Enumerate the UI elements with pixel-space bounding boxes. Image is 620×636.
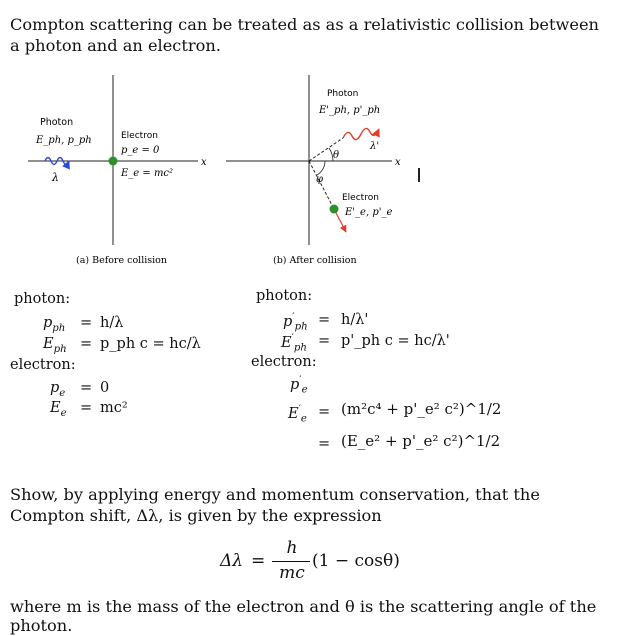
before-e-e-lhs: $E_e$ (50, 400, 67, 419)
formula-lhs: Δλ (220, 551, 244, 571)
after-e-ph-lhs: $E'_{ph}$ (281, 333, 307, 354)
formula-numerator: h (286, 538, 298, 558)
diagram-before (28, 75, 207, 266)
after-p-e-lhs: $p'_e$ (290, 375, 308, 396)
eq-sign: = (80, 336, 93, 352)
photon-label-b: Photon (327, 89, 359, 99)
before-e-e-rhs: mc² (100, 400, 128, 416)
before-e-ph-lhs: $E_{ph}$ (43, 336, 67, 355)
caption-b: (b) After collision (273, 255, 357, 266)
before-p-e-rhs: 0 (100, 380, 110, 396)
electron-label-b: Electron (342, 193, 379, 203)
formula-eq-sign: = (251, 551, 266, 571)
electron-label-a: Electron (121, 131, 158, 141)
after-e-e-rhs1: (m²c⁴ + p'_e² c²)^1/2 (341, 400, 502, 418)
eq-sign: = (80, 315, 93, 331)
eq-sign: = (318, 436, 331, 452)
after-p-ph-rhs: h/λ' (341, 312, 369, 328)
before-p-ph-rhs: h/λ (100, 315, 124, 331)
electron-path (309, 161, 334, 209)
photon-label-a: Photon (40, 117, 74, 128)
fraction-bar (272, 561, 310, 562)
where-text: where m is the mass of the electron and θ is the scattering angle of the photon. (10, 597, 597, 635)
electron-dot-b (330, 205, 339, 214)
axis-x-label-b: x (395, 157, 401, 168)
electron-dot-a (109, 157, 118, 166)
formula-tail: (1 − cosθ) (312, 551, 400, 571)
before-electron-heading: electron: (10, 357, 76, 373)
electron-quantities-b: E'_e, p'_e (345, 207, 393, 218)
electron-energy-a: E_e = mc² (121, 168, 174, 179)
before-e-ph-rhs: p_ph c = hc/λ (100, 336, 201, 352)
photon-quantities-a: E_ph, p_ph (36, 135, 92, 146)
eq-sign: = (318, 333, 331, 349)
eq-sign: = (80, 380, 93, 396)
phi-symbol: φ (316, 174, 324, 185)
scattered-photon-wave (343, 128, 379, 139)
phi-arc (317, 161, 325, 175)
intro-text: Compton scattering can be treated as as a relativistic collision between a photon and an electron. (10, 15, 599, 55)
caption-a: (a) Before collision (76, 255, 168, 266)
text-cursor (418, 168, 420, 182)
eq-sign: = (318, 404, 331, 420)
wavelength-b: λ' (370, 141, 380, 152)
compton-formula (220, 538, 440, 584)
electron-momentum-a: p_e = 0 (121, 145, 160, 156)
eq-sign: = (318, 312, 331, 328)
before-p-e-lhs: $p_e$ (50, 380, 66, 399)
after-p-ph-lhs: $p'_{ph}$ (283, 312, 308, 333)
before-photon-heading: photon: (14, 291, 71, 307)
after-e-ph-rhs: p'_ph c = hc/λ' (341, 333, 450, 349)
theta-symbol: θ (333, 150, 340, 161)
before-p-ph-lhs: $p_{ph}$ (43, 315, 66, 334)
eq-sign: = (80, 400, 93, 416)
after-e-e-rhs2: (E_e² + p'_e² c²)^1/2 (341, 432, 501, 450)
after-photon-heading: photon: (256, 288, 313, 304)
after-e-e-lhs: $E'_e$ (288, 404, 307, 425)
diagram-after (226, 75, 401, 266)
axis-x-label-a: x (201, 157, 207, 168)
collision-diagrams (0, 0, 620, 280)
wavelength-a: λ (52, 171, 59, 184)
photon-quantities-b: E'_ph, p'_ph (319, 105, 381, 116)
after-electron-heading: electron: (251, 354, 317, 370)
formula-denominator: mc (279, 563, 305, 583)
instruction-text: Show, by applying energy and momentum conservation, that the Compton shift, Δλ, is given by the expression (10, 485, 540, 525)
